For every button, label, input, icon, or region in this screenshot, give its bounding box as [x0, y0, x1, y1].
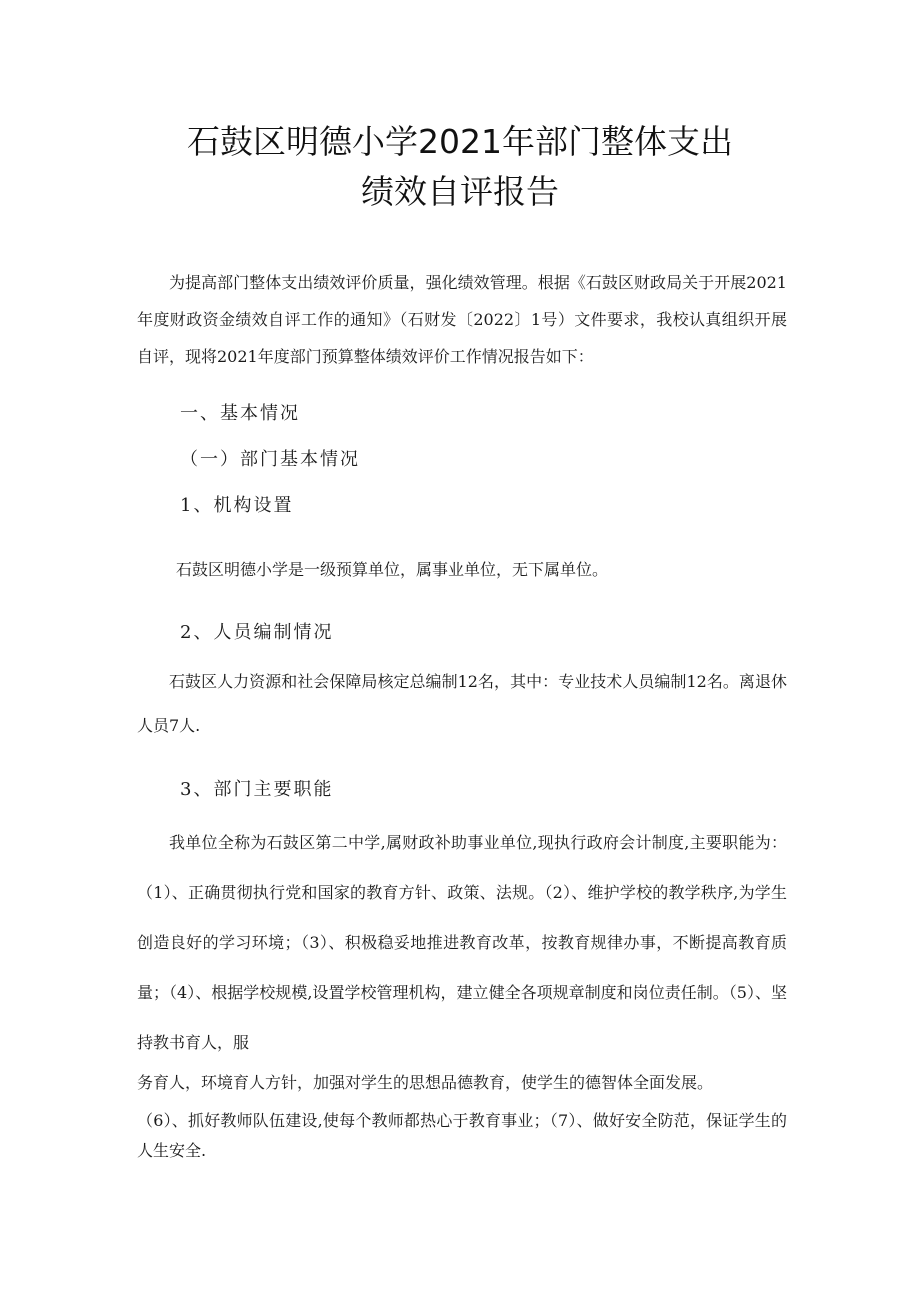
section1-heading: 一、基本情况 [180, 403, 300, 424]
item2-heading: 2、人员编制情况 [180, 622, 334, 643]
item3-paragraph-b: 务育人，环境育人方针，加强对学生的思想品德教育，使学生的德智体全面发展。 [137, 1073, 714, 1092]
intro-paragraph: 为提高部门整体支出绩效评价质量，强化绩效管理。根据《石鼓区财政局关于开展2021年度财政资金绩效自评工作的通知》（石财发〔2022〕1号）文件要求，我校认真组织开展自评，现将2021年度部门预算整体绩效评价工作情况报告如下： [137, 273, 787, 366]
document-title-line2: 绩效自评报告 [361, 172, 559, 211]
item3-paragraph-c: （6）、抓好教师队伍建设,使每个教师都热心于教育事业；（7）、做好安全防范，保证学生的人生安全. [137, 1111, 787, 1160]
item2-paragraph: 石鼓区人力资源和社会保障局核定总编制12名，其中：专业技术人员编制12名。离退休人员7人. [137, 672, 787, 735]
document-title-line1: 石鼓区明德小学2021年部门整体支出 [187, 122, 733, 161]
item1-text: 石鼓区明德小学是一级预算单位，属事业单位，无下属单位。 [176, 560, 609, 579]
subsection1-heading: （一）部门基本情况 [180, 449, 360, 470]
item1-heading: 1、机构设置 [180, 495, 294, 516]
item3-paragraph-a: 我单位全称为石鼓区第二中学,属财政补助事业单位,现执行政府会计制度,主要职能为：（1）、正确贯彻执行党和国家的教育方针、政策、法规。（2）、维护学校的教学秩序,为学生创造良好的学习环境；（3）、积极稳妥地推进教育改革，按教育规律办事，不断提高教育质量；（4）、根据学校规模,设置学校管理机构，建立健全各项规章制度和岗位责任制。（5）、坚持教书育人，服 [137, 833, 787, 1052]
item3-heading: 3、部门主要职能 [180, 779, 334, 800]
